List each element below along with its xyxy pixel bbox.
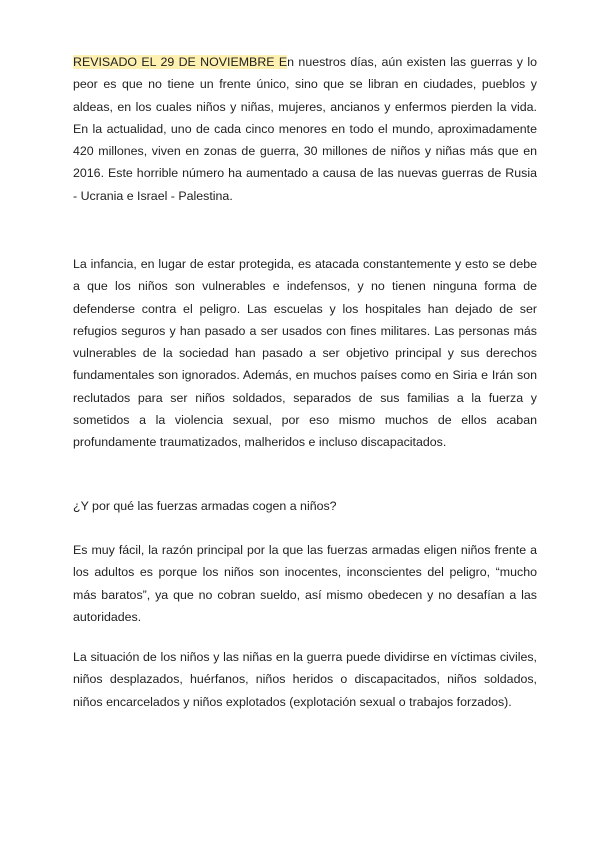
paragraph-reasons: Es muy fácil, la razón principal por la que las fuerzas armadas eligen niños frente a los adultos es porque los niños son inocentes, inconscientes del peligro, “mucho más baratos”, ya que no cobran sueldo, así mismo obedecen y no desafían a las autoridades.	[73, 543, 537, 624]
section-question: ¿Y por qué las fuerzas armadas cogen a niños?	[73, 499, 337, 513]
paragraph-intro-text: n nuestros días, aún existen las guerras y lo peor es que no tiene un frente único, sino que se libran en ciudades, pueblos y aldeas, en los cuales niños y niñas, mujeres, ancianos y enfermos pierden la vida. En la actualidad, uno de cada cinco menores en todo el mundo, aproximadamente 420 millones, viven en zonas de guerra, 30 millones de niños y niñas más que en 2016. Este horrible número ha aumentado a causa de las nuevas guerras de Rusia - Ucrania e Israel - Palestina.	[73, 55, 537, 203]
revision-note-highlight: REVISADO EL 29 DE NOVIEMBRE E	[73, 55, 288, 69]
paragraph-intro	[73, 51, 537, 207]
paragraph-childhood: La infancia, en lugar de estar protegida, es atacada constantemente y esto se debe a que los niños son vulnerables e indefensos, y no tienen ninguna forma de defenderse contra el peligro. Las escuelas y los hospitales han dejado de ser refugios seguros y han pasado a ser usados con fines militares. Las personas más vulnerables de la sociedad han pasado a ser objetivo principal y sus derechos fundamentales son ignorados. Además, en muchos países como en Siria e Irán son reclutados para ser niños soldados, separados de sus familias a la fuerza y sometidos a la violencia sexual, por eso mismo muchos de ellos acaban profundamente traumatizados, malheridos e incluso discapacitados.	[73, 257, 537, 450]
paragraph-situation: La situación de los niños y las niñas en la guerra puede dividirse en víctimas civiles, niños desplazados, huérfanos, niños heridos o discapacitados, niños soldados, niños encarcelados y niños explotados (explotación sexual o trabajos forzados).	[73, 650, 537, 709]
